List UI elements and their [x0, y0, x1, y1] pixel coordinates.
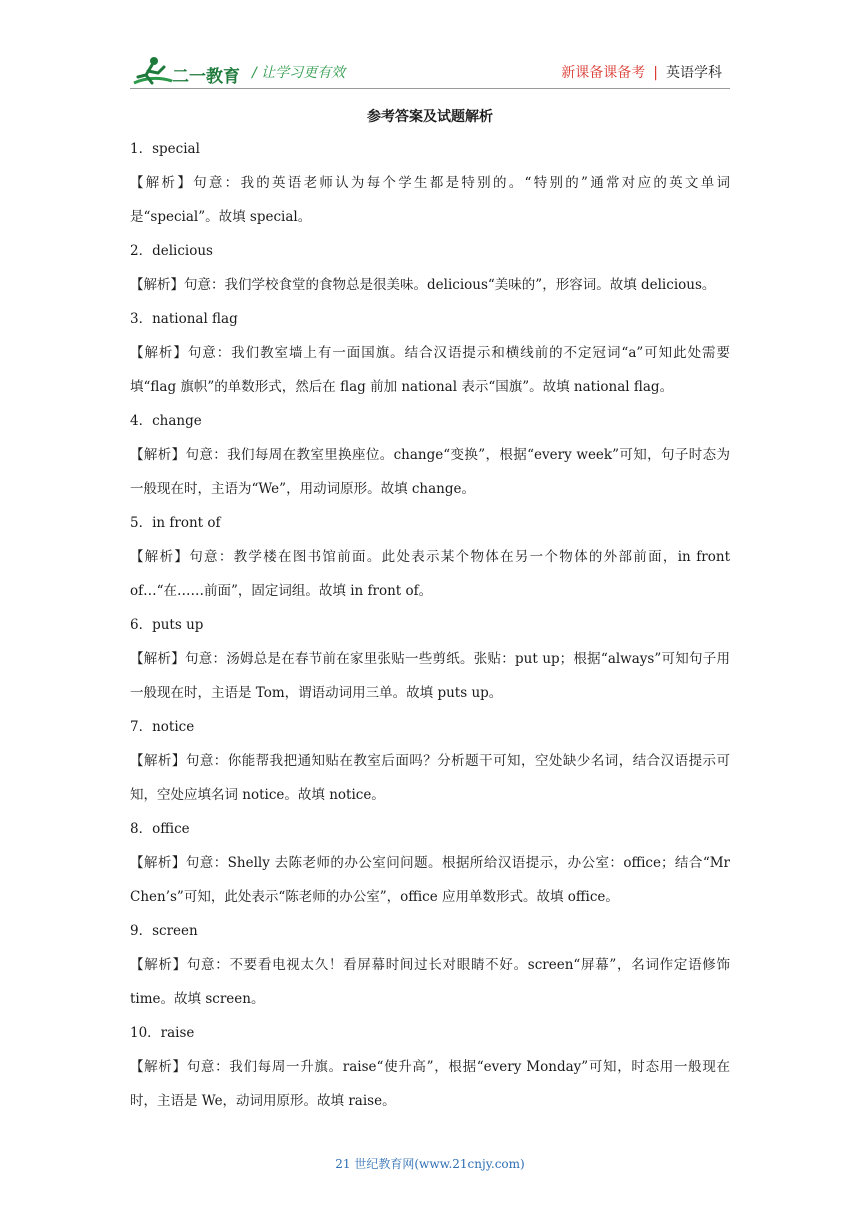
answer-explanation: 【解析】句意：我的英语老师认为每个学生都是特别的。“特别的”通常对应的英文单词是“special”。故填 special。 — [130, 175, 730, 225]
answer-explanation: 【解析】句意：我们每周一升旗。raise“使升高”，根据“every Monday”可知，时态用一般现在时，主语是 We，动词用原形。故填 raise。 — [130, 1059, 730, 1109]
slogan: / 让学习更有效 — [252, 65, 346, 81]
answer-item — [130, 506, 730, 608]
answer-question: 2．delicious — [130, 243, 213, 259]
answer-item — [130, 812, 730, 914]
header-right — [561, 62, 722, 82]
answer-question: 3．national flag — [130, 311, 238, 327]
answer-question: 5．in front of — [130, 515, 221, 531]
page-title: 参考答案及试题解析 — [367, 109, 493, 125]
answer-question: 8．office — [130, 821, 190, 837]
answer-item — [130, 608, 730, 710]
logo-text: 二一教育 — [172, 67, 240, 87]
answer-item — [130, 302, 730, 404]
answer-item — [130, 914, 730, 1016]
header-subject: 英语学科 — [666, 65, 722, 81]
answer-question: 7．notice — [130, 719, 195, 735]
answer-question: 9．screen — [130, 923, 198, 939]
answer-item — [130, 132, 730, 234]
answer-item — [130, 234, 730, 302]
answer-question: 6．puts up — [130, 617, 204, 633]
header-right-label: 新课备课备考 — [561, 65, 646, 81]
answer-item — [130, 404, 730, 506]
answer-explanation: 【解析】句意：我们每周在教室里换座位。change“变换”，根据“every week”可知，句子时态为一般现在时，主语为“We”，用动词原形。故填 change。 — [130, 447, 730, 497]
answer-explanation: 【解析】句意：教学楼在图书馆前面。此处表示某个物体在另一个物体的外部前面，in front of…“在……前面”，固定词组。故填 in front of。 — [130, 549, 730, 599]
page-header — [0, 0, 860, 100]
answer-explanation: 【解析】句意：我们学校食堂的食物总是很美味。delicious“美味的”，形容词。故填 delicious。 — [130, 277, 716, 293]
page-footer: 21 世纪教育网(www.21cnjy.com) — [335, 1157, 525, 1171]
answer-explanation: 【解析】句意：你能帮我把通知贴在教室后面吗？分析题干可知，空处缺少名词，结合汉语提示可知，空处应填名词 notice。故填 notice。 — [130, 753, 730, 803]
header-separator: | — [653, 65, 658, 81]
header-rule — [130, 88, 730, 89]
answer-question: 4．change — [130, 413, 202, 429]
answer-explanation: 【解析】句意：我们教室墙上有一面国旗。结合汉语提示和横线前的不定冠词“a”可知此处需要填“flag 旗帜”的单数形式，然后在 flag 前加 national 表示“国旗”。故填 national flag。 — [130, 345, 730, 395]
answer-explanation: 【解析】句意：Shelly 去陈老师的办公室问问题。根据所给汉语提示，办公室：office；结合“Mr Chen’s”可知，此处表示“陈老师的办公室”，office 应用单数形式。故填 office。 — [130, 855, 730, 905]
answer-question: 1．special — [130, 141, 200, 157]
answer-explanation: 【解析】句意：汤姆总是在春节前在家里张贴一些剪纸。张贴：put up；根据“always”可知句子用一般现在时，主语是 Tom，谓语动词用三单。故填 puts up。 — [130, 651, 730, 701]
answer-item — [130, 1016, 730, 1118]
answer-question: 10．raise — [130, 1025, 195, 1041]
answer-explanation: 【解析】句意：不要看电视太久！看屏幕时间过长对眼睛不好。screen“屏幕”，名词作定语修饰 time。故填 screen。 — [130, 957, 730, 1007]
answer-item — [130, 710, 730, 812]
answer-list — [130, 132, 730, 1118]
